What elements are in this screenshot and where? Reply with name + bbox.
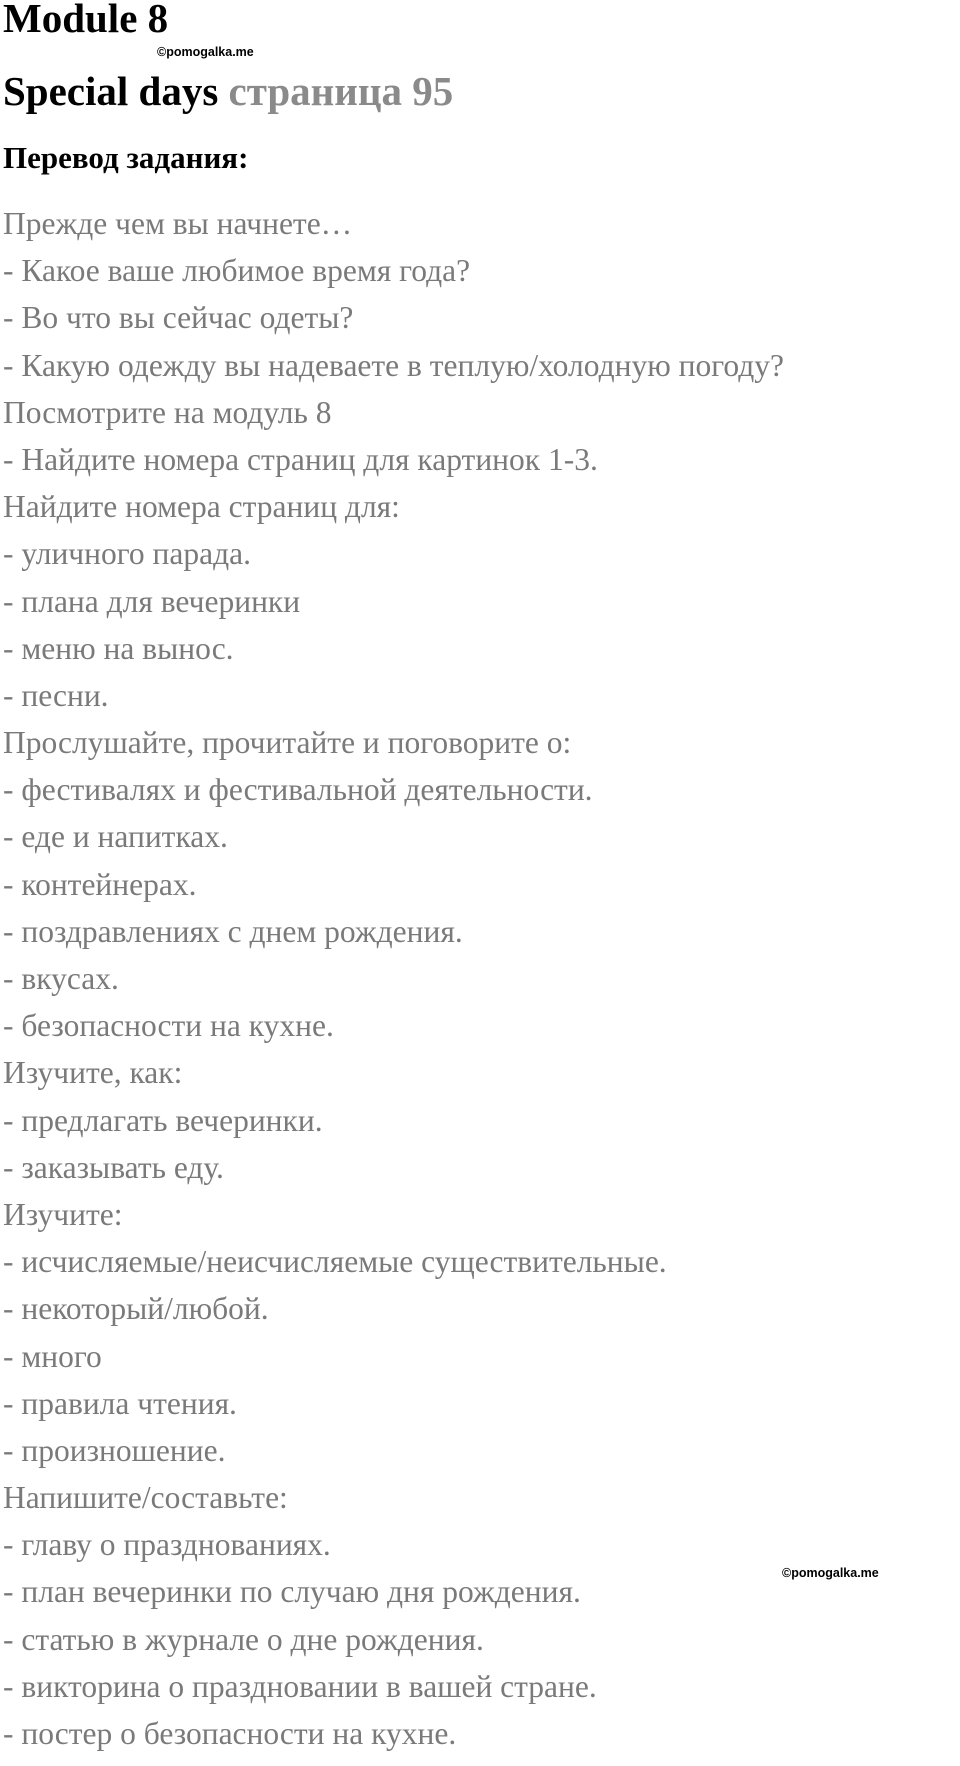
- text-line: - песни.: [3, 677, 109, 713]
- text-line: Прослушайте, прочитайте и поговорите о:: [3, 725, 572, 761]
- text-line: - постер о безопасности на кухне.: [3, 1716, 457, 1751]
- text-line: - еде и напитках.: [3, 819, 228, 855]
- text-line: - уличного парада.: [3, 536, 251, 572]
- text-line: - плана для вечеринки: [3, 583, 301, 619]
- page-reference: страница 95: [228, 68, 454, 114]
- text-line: - безопасности на кухне.: [3, 1008, 334, 1044]
- page-title: [3, 68, 453, 114]
- unit-title: Special days: [3, 68, 219, 114]
- text-line: - предлагать вечеринки.: [3, 1102, 323, 1138]
- text-line: - главу о празднованиях.: [3, 1527, 331, 1563]
- text-line: - фестивалях и фестивальной деятельности.: [3, 772, 593, 808]
- text-line: - меню на вынос.: [3, 630, 234, 666]
- text-line: Изучите:: [3, 1196, 123, 1232]
- text-line: - поздравлениях с днем рождения.: [3, 913, 463, 949]
- text-line: Изучите, как:: [3, 1055, 183, 1091]
- text-line: - исчисляемые/неисчисляемые существительные.: [3, 1244, 667, 1280]
- text-line: - произношение.: [3, 1432, 226, 1468]
- section-heading: Перевод задания:: [3, 140, 249, 175]
- text-line: - вкусах.: [3, 961, 119, 996]
- watermark-top: ©pomogalka.me: [157, 45, 254, 59]
- text-line: - Во что вы сейчас одеты?: [3, 300, 354, 336]
- translation-text: [3, 200, 784, 1757]
- text-line: - контейнерах.: [3, 866, 197, 902]
- text-line: - Какое ваше любимое время года?: [3, 253, 471, 289]
- text-line: - Найдите номера страниц для картинок 1-3.: [3, 441, 598, 477]
- text-line: - статью в журнале о дне рождения.: [3, 1621, 484, 1657]
- text-line: Напишите/составьте:: [3, 1480, 288, 1516]
- text-line: - план вечеринки по случаю дня рождения.: [3, 1574, 581, 1610]
- text-line: - викторина о праздновании в вашей стране.: [3, 1668, 597, 1704]
- watermark-bottom: ©pomogalka.me: [782, 1566, 879, 1580]
- text-line: Прежде чем вы начнете…: [3, 206, 353, 241]
- text-line: - некоторый/любой.: [3, 1291, 269, 1327]
- module-title: Module 8: [3, 0, 169, 41]
- text-line: - Какую одежду вы надеваете в теплую/холодную погоду?: [3, 347, 784, 383]
- text-line: - правила чтения.: [3, 1385, 237, 1421]
- text-line: - много: [3, 1338, 102, 1374]
- text-line: Найдите номера страниц для:: [3, 489, 400, 525]
- text-line: Посмотрите на модуль 8: [3, 394, 332, 430]
- text-line: - заказывать еду.: [3, 1149, 224, 1185]
